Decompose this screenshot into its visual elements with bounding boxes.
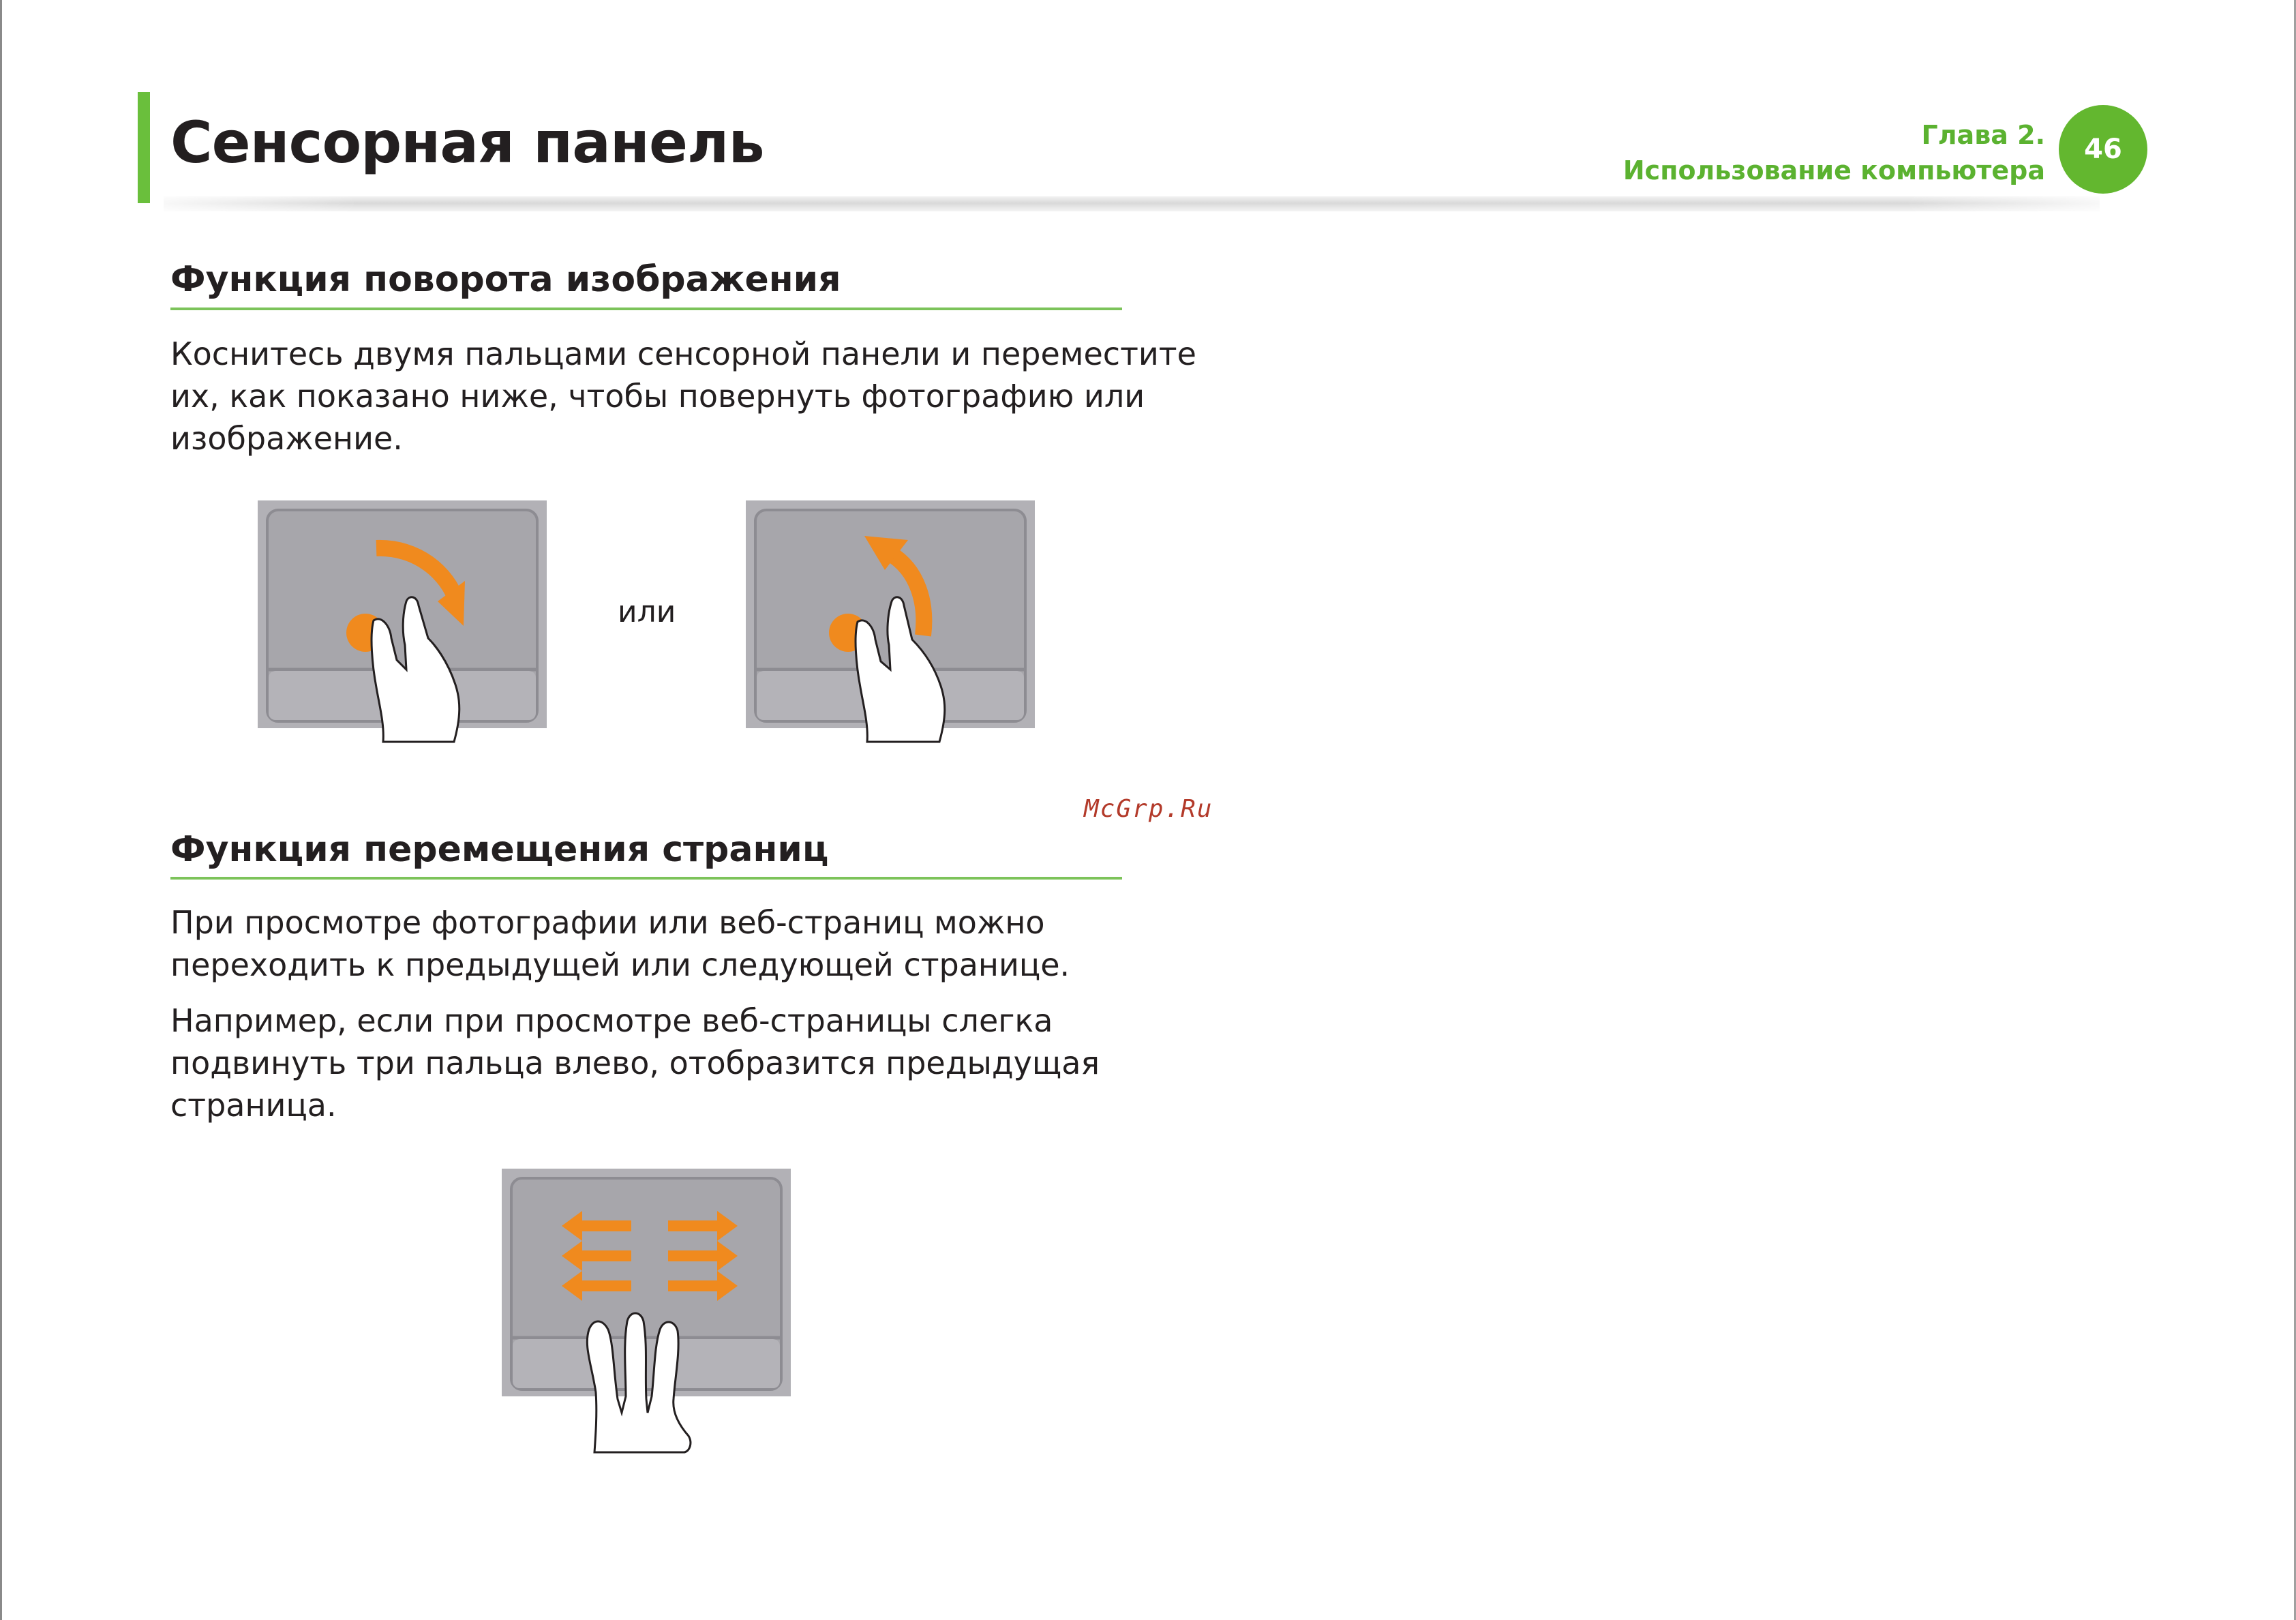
rotate-description [170,333,1196,460]
pages-line-2: переходить к предыдущей или следующей странице. [170,946,1070,983]
touchpad-rotate-counterclockwise-illustration [744,499,1044,745]
watermark: McGrp.Ru [1084,795,1213,823]
three-finger-hand-icon [587,1313,691,1452]
touchpad-rotate-clockwise-illustration [256,499,556,745]
or-label: или [618,595,676,629]
section-rule-rotate [170,308,1122,310]
left-arrows-icon [562,1211,631,1301]
page-title: Сенсорная панель [170,109,764,176]
pages-line-4: подвинуть три пальца влево, отобразится предыдущая [170,1045,1100,1081]
section-title-rotate: Функция поворота изображения [170,259,841,300]
pages-description-2 [170,1000,1138,1126]
pages-line-5: страница. [170,1087,337,1124]
pages-line-3: Например, если при просмотре веб-страницы слегка [170,1002,1053,1039]
page-border-left [0,0,2,1620]
chapter-label [1623,117,2045,188]
pages-line-1: При просмотре фотографии или веб-страниц можно [170,904,1045,941]
rotate-line-2: их, как показано ниже, чтобы повернуть фотографию или [170,378,1145,415]
title-accent-bar [138,92,150,203]
rotate-line-1: Коснитесь двумя пальцами сенсорной панели и переместите [170,335,1196,372]
chapter-number: Глава 2. [1921,120,2045,150]
chapter-title: Использование компьютера [1622,155,2045,185]
header-divider [164,196,2100,211]
touchpad-three-finger-swipe-illustration [500,1167,800,1460]
section-title-pages: Функция перемещения страниц [170,829,829,870]
page-number-badge: 46 [2059,105,2147,194]
right-arrows-icon [668,1211,738,1301]
rotate-line-3: изображение. [170,420,403,457]
section-rule-pages [170,877,1122,880]
pages-description-1 [170,901,1138,986]
